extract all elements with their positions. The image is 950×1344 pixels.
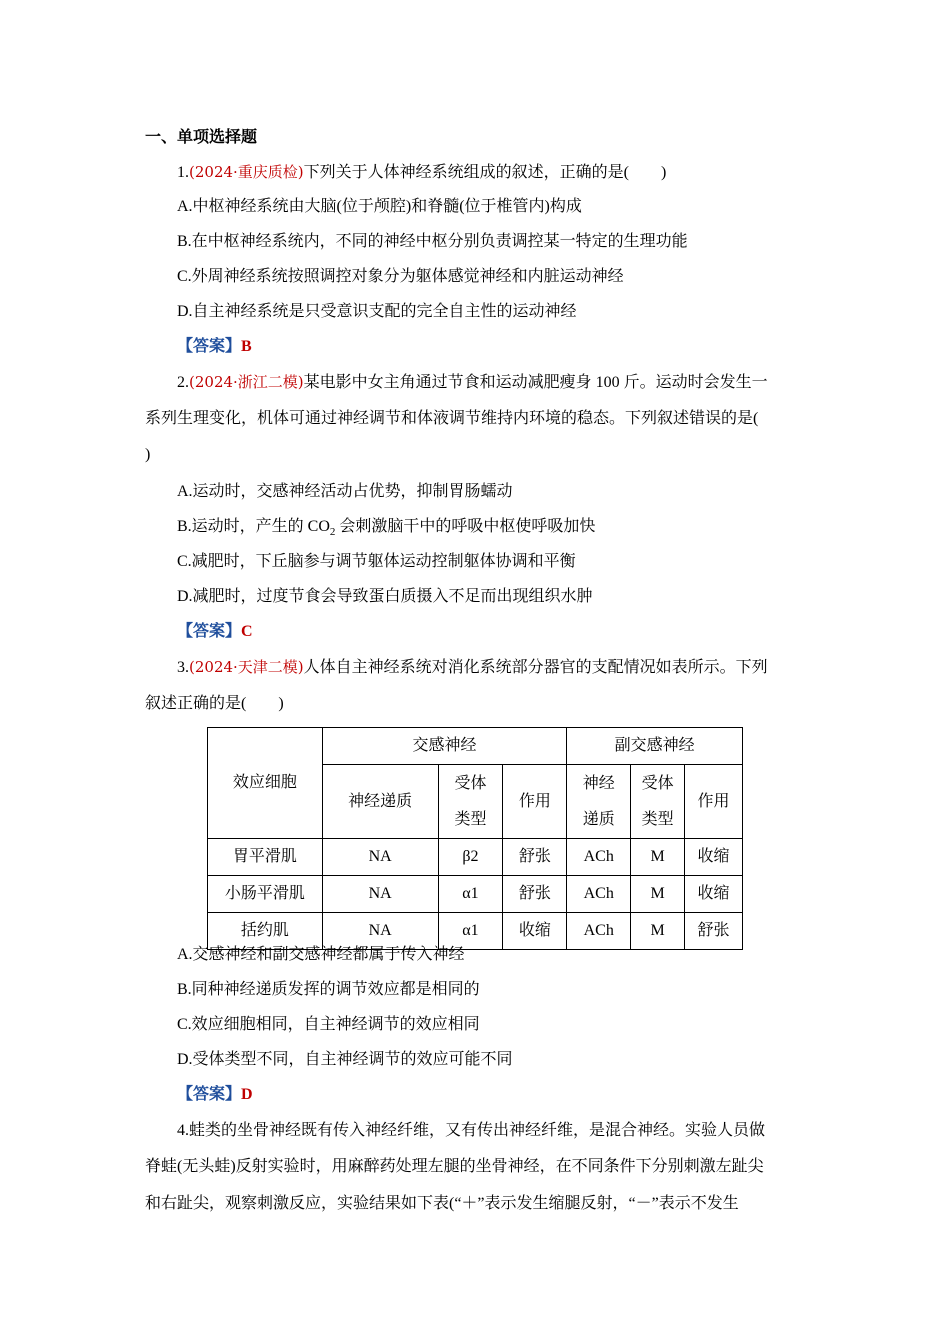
table-cell: 胃平滑肌 [208, 839, 323, 876]
table-row [208, 876, 743, 913]
question-2-line3: ) [145, 446, 151, 463]
header-text: 神经 [582, 774, 615, 792]
answer-2 [177, 621, 253, 643]
question-3-line2: 叙述正确的是( ) [145, 695, 284, 712]
option-b-text: B.运动时，产生的 CO [177, 518, 330, 535]
header-neurotransmitter: 神经递质 [322, 765, 438, 839]
option-b: B.在中枢神经系统内，不同的神经中枢分别负责调控某一特定的生理功能 [177, 233, 688, 250]
answer-value: C [241, 623, 253, 640]
table-cell: ACh [567, 913, 631, 950]
question-text: 人体自主神经系统对消化系统部分器官的支配情况如表所示。下列 [303, 659, 768, 676]
table-cell: β2 [438, 839, 503, 876]
option-d: D.自主神经系统是只受意识支配的完全自主性的运动神经 [177, 303, 577, 320]
option-a: A.交感神经和副交感神经都属于传入神经 [177, 946, 465, 963]
question-text: 下列关于人体神经系统组成的叙述，正确的是( ) [303, 164, 667, 181]
option-b [177, 516, 595, 543]
table-cell: NA [322, 876, 438, 913]
header-receptor-type-2 [631, 765, 685, 839]
table-cell: 舒张 [685, 913, 743, 950]
table-cell: 收缩 [503, 913, 567, 950]
option-a: A.运动时，交感神经活动占优势，抑制胃肠蠕动 [177, 483, 513, 500]
header-receptor-type [438, 765, 503, 839]
option-c: C.减肥时，下丘脑参与调节躯体运动控制躯体协调和平衡 [177, 553, 576, 570]
header-parasympathetic: 副交感神经 [567, 728, 743, 765]
answer-label: 【答案】 [177, 338, 242, 355]
header-text: 受体 [454, 774, 487, 792]
table-cell: α1 [438, 876, 503, 913]
header-function: 作用 [503, 765, 567, 839]
header-text: 递质 [582, 810, 615, 828]
option-d: D.减肥时，过度节食会导致蛋白质摄入不足而出现组织水肿 [177, 588, 593, 605]
table-row [208, 839, 743, 876]
table-cell: NA [322, 913, 438, 950]
header-text: 受体 [641, 774, 674, 792]
question-2-line2: 系列生理变化，机体可通过神经调节和体液调节维持内环境的稳态。下列叙述错误的是( [145, 410, 759, 427]
option-b-rest: 会刺激脑干中的呼吸中枢使呼吸加快 [335, 518, 596, 535]
header-effector-cell: 效应细胞 [208, 728, 323, 839]
answer-1 [177, 336, 252, 358]
table-cell: M [631, 913, 685, 950]
question-4-line1: 4.蛙类的坐骨神经既有传入神经纤维，又有传出神经纤维，是混合神经。实验人员做 [177, 1122, 766, 1139]
table-cell: 收缩 [685, 876, 743, 913]
header-sympathetic: 交感神经 [322, 728, 567, 765]
table-cell: ACh [567, 839, 631, 876]
table-cell: α1 [438, 913, 503, 950]
question-4-line2: 脊蛙(无头蛙)反射实验时，用麻醉药处理左腿的坐骨神经，在不同条件下分别刺激左趾尖 [145, 1158, 764, 1175]
neural-control-table [207, 727, 743, 950]
subscript: 2 [329, 526, 336, 539]
question-source: (2024·浙江二模) [189, 373, 304, 391]
header-text: 类型 [454, 810, 487, 828]
option-a: A.中枢神经系统由大脑(位于颅腔)和脊髓(位于椎管内)构成 [177, 198, 582, 215]
table-cell: 括约肌 [208, 913, 323, 950]
answer-value: D [241, 1086, 253, 1103]
question-1-stem [177, 161, 666, 184]
question-number: 3. [177, 659, 189, 676]
answer-label: 【答案】 [177, 1086, 242, 1103]
header-function-2: 作用 [685, 765, 743, 839]
answer-value: B [241, 338, 252, 355]
question-2-stem [177, 371, 768, 394]
table-cell: 收缩 [685, 839, 743, 876]
table-cell: 舒张 [503, 876, 567, 913]
table-cell: NA [322, 839, 438, 876]
table-cell: M [631, 839, 685, 876]
answer-label: 【答案】 [177, 623, 242, 640]
question-4-line3: 和右趾尖，观察刺激反应，实验结果如下表(“＋”表示发生缩腿反射，“－”表示不发生 [145, 1195, 739, 1212]
question-number: 2. [177, 374, 189, 391]
question-source: (2024·重庆质检) [189, 163, 304, 181]
header-neurotransmitter-2 [567, 765, 631, 839]
option-c: C.效应细胞相同，自主神经调节的效应相同 [177, 1016, 480, 1033]
question-text: 某电影中女主角通过节食和运动减肥瘦身 100 斤。运动时会发生一 [303, 374, 768, 391]
header-text: 类型 [641, 810, 674, 828]
option-c: C.外周神经系统按照调控对象分为躯体感觉神经和内脏运动神经 [177, 268, 624, 285]
table-cell: M [631, 876, 685, 913]
option-d: D.受体类型不同，自主神经调节的效应可能不同 [177, 1051, 513, 1068]
section-title: 一、单项选择题 [145, 129, 258, 146]
table-cell: ACh [567, 876, 631, 913]
option-b: B.同种神经递质发挥的调节效应都是相同的 [177, 981, 480, 998]
table-cell: 小肠平滑肌 [208, 876, 323, 913]
answer-3 [177, 1084, 253, 1106]
question-source: (2024·天津二模) [189, 658, 304, 676]
question-3-stem [177, 656, 768, 679]
table-cell: 舒张 [503, 839, 567, 876]
question-number: 1. [177, 164, 189, 181]
